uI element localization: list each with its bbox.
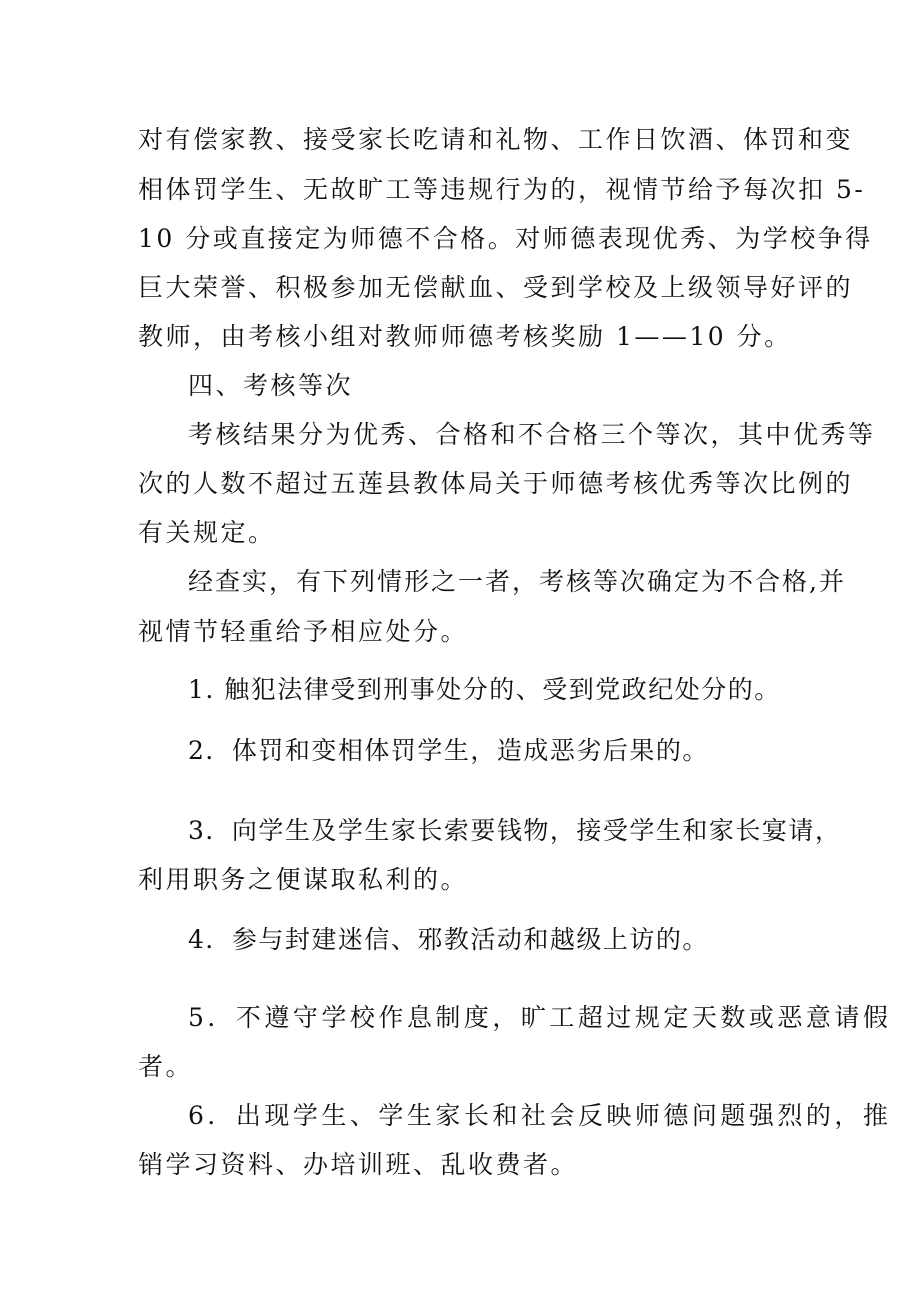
paragraph-line: 相体罚学生、无故旷工等违规行为的，视情节给予每次扣 5- [138, 175, 866, 204]
list-item: 5．不遵守学校作息制度，旷工超过规定天数或恶意请假 [188, 1003, 892, 1032]
list-item: 2．体罚和变相体罚学生，造成恶劣后果的。 [188, 736, 709, 765]
list-item: 1. 触犯法律受到刑事处分的、受到党政纪处分的。 [188, 675, 781, 704]
list-item: 6．出现学生、学生家长和社会反映师德问题强烈的，推 [188, 1101, 892, 1130]
list-item: 3．向学生及学生家长索要钱物，接受学生和家长宴请， [188, 816, 842, 845]
paragraph-line: 考核结果分为优秀、合格和不合格三个等次，其中优秀等 [188, 420, 876, 449]
paragraph-line: 教师，由考核小组对教师师德考核奖励 1——10 分。 [138, 322, 792, 351]
list-item: 4．参与封建迷信、邪教活动和越级上访的。 [188, 925, 709, 954]
paragraph-line: 视情节轻重给予相应处分。 [138, 617, 469, 646]
list-item-continuation: 者。 [138, 1052, 194, 1081]
paragraph-line: 次的人数不超过五莲县教体局关于师德考核优秀等次比例的 [138, 469, 854, 498]
paragraph-line: 巨大荣誉、积极参加无偿献血、受到学校及上级领导好评的 [138, 273, 854, 302]
paragraph-line: 经查实，有下列情形之一者，考核等次确定为不合格,并 [188, 567, 846, 596]
list-item-continuation: 销学习资料、办培训班、乱收费者。 [138, 1150, 579, 1179]
paragraph-line: 对有偿家教、接受家长吃请和礼物、工作日饮酒、体罚和变 [138, 125, 854, 154]
paragraph-line: 10 分或直接定为师德不合格。对师德表现优秀、为学校争得 [138, 224, 873, 253]
list-item-continuation: 利用职务之便谋取私利的。 [138, 865, 469, 894]
section-heading: 四、考核等次 [188, 371, 354, 400]
paragraph-line: 有关规定。 [138, 518, 276, 547]
